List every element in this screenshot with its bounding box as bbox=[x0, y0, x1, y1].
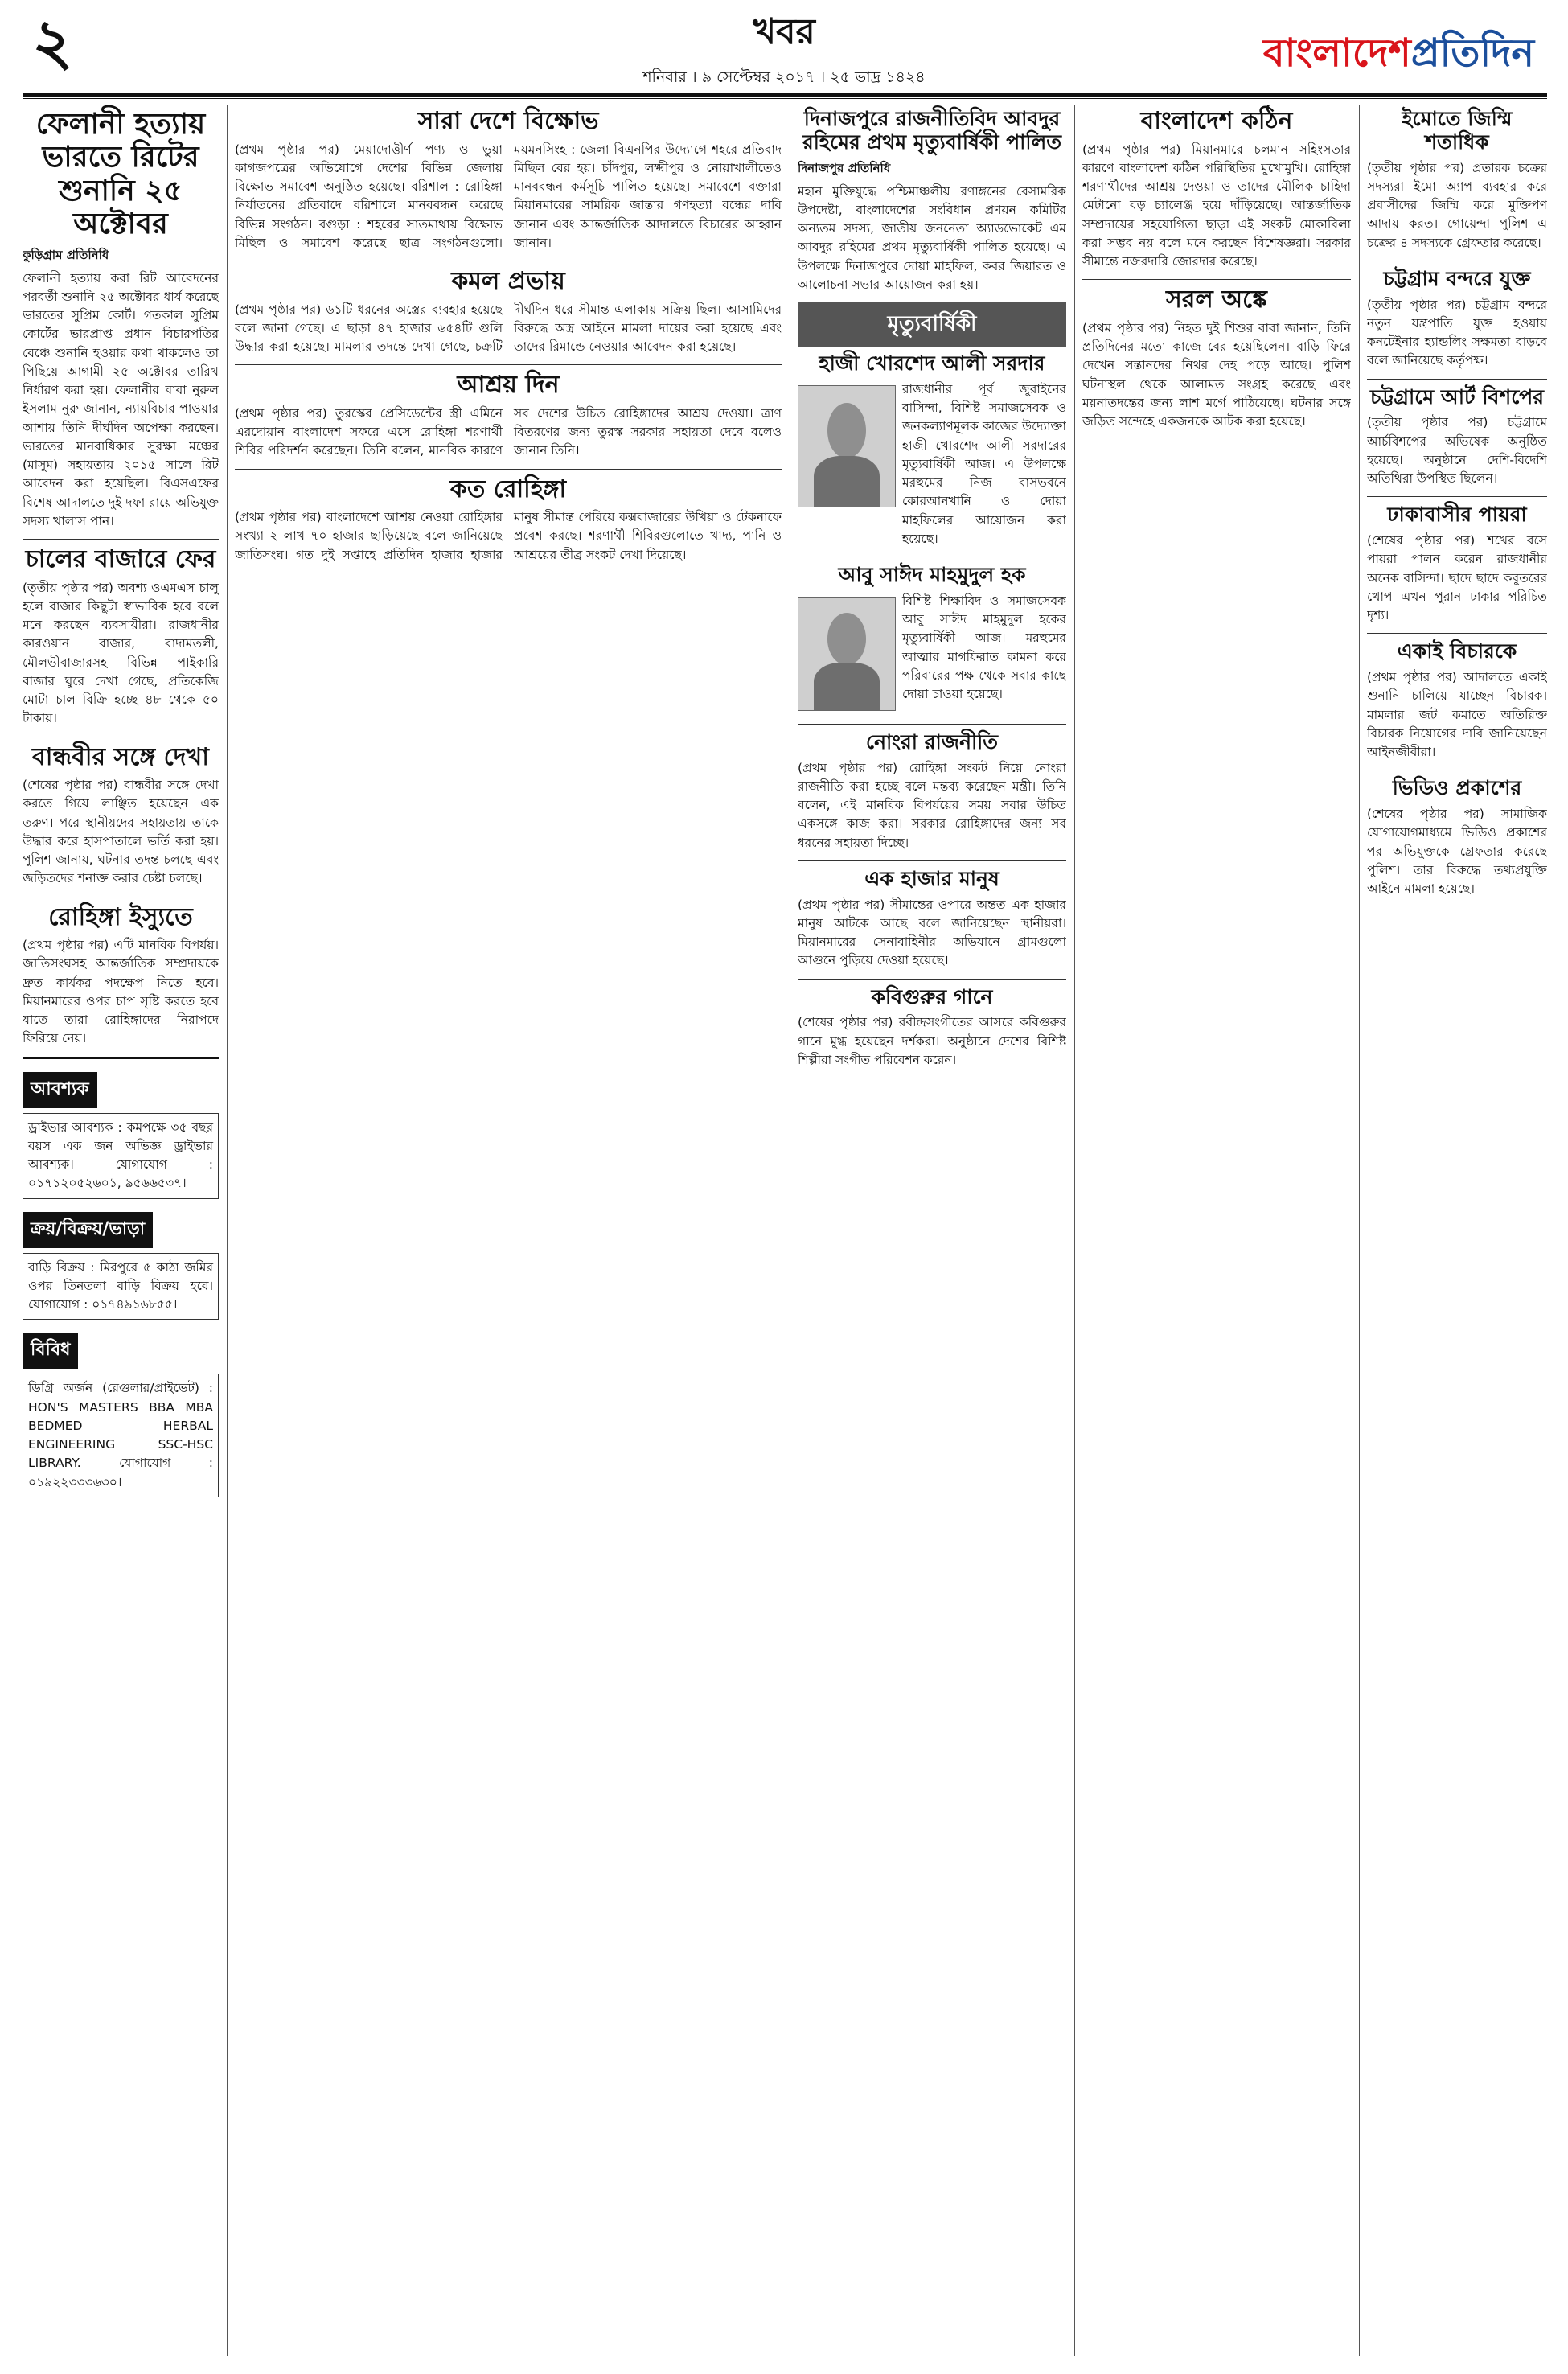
page-header bbox=[0, 0, 1568, 95]
classified-ad: ড্রাইভার আবশ্যক : কমপক্ষে ৩৫ বছর বয়স এক জন অভিজ্ঞ ড্রাইভার আবশ্যক। যোগাযোগ : ০১৭১২০৫২৬০১, ৯৫৬৬৫৩৭। bbox=[23, 1113, 219, 1199]
column-divider bbox=[1359, 105, 1360, 2356]
story-rice-market bbox=[23, 546, 219, 729]
headline: ইমোতে জিম্মি শতাধিক bbox=[1402, 107, 1513, 154]
divider bbox=[23, 539, 219, 540]
story-body: (তৃতীয় পৃষ্ঠার পর) চট্টগ্রামে আর্চবিশপের অভিষেক অনুষ্ঠিত হয়েছে। অনুষ্ঠানে দেশি-বিদেশি অতিথিরা উপস্থিত ছিলেন। bbox=[1367, 415, 1547, 486]
headline: চট্টগ্রামে আর্ট বিশপের bbox=[1370, 384, 1544, 409]
headline: ফেলানী হত্যায় ভারতে রিটের শুনানি ২৫ অক্টোবর bbox=[35, 108, 206, 241]
story-body: (প্রথম পৃষ্ঠার পর) মিয়ানমারে চলমান সহিংসতার কারণে বাংলাদেশ কঠিন পরিস্থিতির মুখোমুখি। রোহিঙ্গা শরণার্থীদের আশ্রয় দেওয়া ও তাদের মৌলিক চাহিদা মেটানো বড় চ্যালেঞ্জ হয়ে দাঁড়িয়েছে। আন্তর্জাতিক সম্প্রদায়ের সহযোগিতা ছাড়া এই সংকট মোকাবিলা করা সম্ভব নয় বলে মনে করছেন বিশেষজ্ঞরা। সরকার সীমান্তে নজরদারি জোরদার করেছে। bbox=[1082, 142, 1351, 269]
column-divider bbox=[1074, 105, 1075, 2356]
headline: কত রোহিঙ্গা bbox=[449, 474, 567, 503]
headline: সারা দেশে বিক্ষোভ bbox=[417, 107, 599, 135]
story-shelter bbox=[235, 372, 782, 460]
story-how-many-rohingya bbox=[235, 476, 782, 565]
headline: রোহিঙ্গা ইস্যুতে bbox=[48, 902, 193, 931]
obituary-row bbox=[798, 380, 1066, 548]
headline: ভিডিও প্রকাশের bbox=[1392, 776, 1522, 800]
headline: নোংরা রাজনীতি bbox=[865, 729, 999, 754]
divider bbox=[1367, 496, 1547, 497]
divider bbox=[23, 1057, 219, 1059]
story-body: (তৃতীয় পৃষ্ঠার পর) প্রতারক চক্রের সদস্যরা ইমো অ্যাপ ব্যবহার করে প্রবাসীদের জিম্মি করে মুক্তিপণ আদায় করত। গোয়েন্দা পুলিশ এ চক্রের ৪ সদস্যকে গ্রেফতার করেছে। bbox=[1367, 160, 1547, 250]
headline: বান্ধবীর সঙ্গে দেখা bbox=[32, 742, 209, 771]
story-body: (শেষের পৃষ্ঠার পর) সামাজিক যোগাযোগমাধ্যমে ভিডিও প্রকাশের পর অভিযুক্তকে গ্রেফতার করেছে পুলিশ। তার বিরুদ্ধে তথ্যপ্রযুক্তি আইনে মামলা হয়েছে। bbox=[1367, 807, 1547, 896]
column-3 bbox=[798, 105, 1066, 2356]
headline: কবিগুরুর গানে bbox=[871, 984, 993, 1008]
headline: সরল অঙ্কে bbox=[1166, 285, 1267, 314]
column-2 bbox=[235, 105, 782, 2356]
story-body: (প্রথম পৃষ্ঠার পর) তুরস্কের প্রেসিডেন্টের স্ত্রী এমিনে এরদোয়ান বাংলাদেশ সফরে এসে রোহিঙ্গা শরণার্থী শিবির পরিদর্শন করেছেন। তিনি বলেন, মানবিক কারণে সব দেশের উচিত রোহিঙ্গাদের আশ্রয় দেওয়া। ত্রাণ বিতরণের জন্য তুরস্ক সরকার সহায়তা দেবে বলেও জানান তিনি। bbox=[235, 405, 782, 458]
classified-section bbox=[23, 1066, 219, 1497]
story-body: (শেষের পৃষ্ঠার পর) বান্ধবীর সঙ্গে দেখা করতে গিয়ে লাঞ্ছিত হয়েছেন এক তরুণ। পরে স্থানীয়দের সহায়তায় তাকে উদ্ধার করে হাসপাতালে ভর্তি করা হয়। পুলিশ জানায়, ঘটনার তদন্ত চলছে এবং জড়িতদের শনাক্ত করার চেষ্টা চলছে। bbox=[23, 778, 219, 886]
story-body: (প্রথম পৃষ্ঠার পর) সীমান্তের ওপারে অন্তত এক হাজার মানুষ আটকে আছে বলে জানিয়েছেন স্থানীয়রা। মিয়ানমারের সেনাবাহিনীর অভিযানে গ্রামগুলো আগুনে পুড়িয়ে দেওয়া হয়েছে। bbox=[798, 897, 1066, 968]
divider bbox=[1367, 379, 1547, 380]
divider bbox=[1367, 633, 1547, 634]
story-archbishop bbox=[1367, 386, 1547, 489]
story-rohingya-issue bbox=[23, 904, 219, 1049]
divider bbox=[798, 979, 1066, 980]
story-pigeons bbox=[1367, 503, 1547, 625]
headline: ঢাকাবাসীর পায়রা bbox=[1387, 503, 1527, 527]
headline: আশ্রয় দিন bbox=[457, 371, 560, 400]
byline: কুড়িগ্রাম প্রতিনিধি bbox=[23, 247, 109, 262]
story-ctg-port bbox=[1367, 268, 1547, 371]
story-protest bbox=[235, 108, 782, 253]
dateline: শনিবার । ৯ সেপ্টেম্বর ২০১৭ । ২৫ ভাদ্র ১৪২৪ bbox=[642, 68, 926, 86]
headline: দিনাজপুরে রাজনীতিবিদ আবদুর রহিমের প্রথম মৃত্যুবার্ষিকী পালিত bbox=[802, 107, 1061, 154]
story-body: (তৃতীয় পৃষ্ঠার পর) চট্টগ্রাম বন্দরে নতুন যন্ত্রপাতি যুক্ত হওয়ায় কনটেইনার হ্যান্ডলিং সক্ষমতা বাড়বে বলে জানিয়েছে কর্তৃপক্ষ। bbox=[1367, 297, 1547, 368]
obituary-name: আবু সাঈদ মাহমুদুল হক bbox=[838, 563, 1026, 586]
page-number: ২ bbox=[32, 6, 73, 79]
story-body: রাজধানীর পূর্ব জুরাইনের বাসিন্দা, বিশিষ্ট সমাজসেবক ও জনকল্যাণমূলক কাজের উদ্যোক্তা হাজী খোরশেদ আলী সরদারের মৃত্যুবার্ষিকী আজ। এ উপলক্ষে মরহুমের নিজ বাসভবনে কোরআনখানি ও দোয়া মাহফিলের আয়োজন করা হয়েছে। bbox=[902, 381, 1066, 546]
story-body: বিশিষ্ট শিক্ষাবিদ ও সমাজসেবক আবু সাঈদ মাহমুদুল হকের মৃত্যুবার্ষিকী আজ। মরহুমের আত্মার মাগফিরাত কামনা করে পরিবারের পক্ষ থেকে সবার কাছে দোয়া চাওয়া হয়েছে। bbox=[902, 593, 1066, 701]
story-body: (তৃতীয় পৃষ্ঠার পর) অবশ্য ওএমএস চালু হলে বাজার কিছুটা স্বাভাবিক হবে বলে মনে করছেন ব্যবসায়ীরা। রাজধানীর কারওয়ান বাজার, বাদামতলী, মৌলভীবাজারসহ বিভিন্ন পাইকারি বাজার ঘুরে দেখা গেছে, প্রতিকেজি মোটা চাল বিক্রি হচ্ছে ৪৮ থেকে ৫০ টাকায়। bbox=[23, 580, 219, 726]
story-body: (প্রথম পৃষ্ঠার পর) নিহত দুই শিশুর বাবা জানান, তিনি প্রতিদিনের মতো কাজে বের হয়েছিলেন। বাড়ি ফিরে দেখেন সন্তানদের নিথর দেহ পড়ে আছে। পুলিশ ঘটনাস্থল থেকে আলামত সংগ্রহ করেছে এবং ময়নাতদন্তের জন্য লাশ মর্গে পাঠিয়েছে। ঘটনার সঙ্গে জড়িত সন্দেহে একজনকে আটক করা হয়েছে। bbox=[1082, 320, 1351, 429]
story-body: (শেষের পৃষ্ঠার পর) শখের বসে পায়রা পালন করেন রাজধানীর অনেক বাসিন্দা। ছাদে ছাদে কবুতরের খোপ এখন পুরান ঢাকার পরিচিত দৃশ্য। bbox=[1367, 533, 1547, 622]
story-body: (প্রথম পৃষ্ঠার পর) ৬১টি ধরনের অস্ত্রের ব্যবহার হয়েছে বলে জানা গেছে। এ ছাড়া ৪৭ হাজার ৬৫৪টি গুলি উদ্ধার করা হয়েছে। মামলার তদন্তে দেখা গেছে, চক্রটি দীর্ঘদিন ধরে সীমান্ত এলাকায় সক্রিয় ছিল। আসামিদের বিরুদ্ধে অস্ত্র আইনে মামলা দায়ের করা হয়েছে এবং তাদের রিমান্ডে নেওয়ার আবেদন করা হয়েছে। bbox=[235, 302, 782, 354]
story-dirty-politics bbox=[798, 731, 1066, 852]
headline: চট্টগ্রাম বন্দরে যুক্ত bbox=[1383, 266, 1531, 290]
obituary-row bbox=[798, 592, 1066, 716]
section-title: খবর bbox=[753, 11, 815, 52]
story-thousand-people bbox=[798, 868, 1066, 971]
divider bbox=[235, 469, 782, 470]
brand-part2: প্রতিদিন bbox=[1410, 31, 1534, 76]
masthead-logo bbox=[1263, 24, 1534, 88]
header-rule bbox=[23, 93, 1547, 97]
column-5 bbox=[1367, 105, 1547, 2356]
story-body: (প্রথম পৃষ্ঠার পর) এটি মানবিক বিপর্যয়। জাতিসংঘসহ আন্তর্জাতিক সম্প্রদায়কে দ্রুত কার্যকর পদক্ষেপ নিতে হবে। মিয়ানমারের ওপর চাপ সৃষ্টি করতে হবে যাতে তারা রোহিঙ্গাদের নিরাপদে ফিরিয়ে নেয়। bbox=[23, 938, 219, 1046]
divider bbox=[235, 364, 782, 365]
column-divider bbox=[227, 105, 228, 2356]
obituary-name: হাজী খোরশেদ আলী সরদার bbox=[819, 351, 1045, 375]
story-body: (প্রথম পৃষ্ঠার পর) রোহিঙ্গা সংকট নিয়ে নোংরা রাজনীতি করা হচ্ছে বলে মন্তব্য করেছেন মন্ত্রী। তিনি বলেন, এই মানবিক বিপর্যয়ের সময় সবার উচিত একসঙ্গে কাজ করা। সরকার রোহিঙ্গাদের জন্য সব ধরনের সহায়তা দিচ্ছে। bbox=[798, 760, 1066, 850]
headline: এক হাজার মানুষ bbox=[864, 866, 999, 890]
obituary-label: মৃত্যুবার্ষিকী bbox=[798, 302, 1066, 347]
classified-title: বিবিধ bbox=[23, 1333, 78, 1369]
obituary-1 bbox=[798, 352, 1066, 548]
portrait-photo bbox=[798, 597, 896, 711]
story-kamal bbox=[235, 268, 782, 356]
headline: চালের বাজারে ফের bbox=[25, 545, 216, 574]
portrait-photo bbox=[798, 385, 896, 507]
story-tagore-song bbox=[798, 986, 1066, 1070]
story-body: (প্রথম পৃষ্ঠার পর) মেয়াদোত্তীর্ণ পণ্য ও ভুয়া কাগজপত্রের অভিযোগে দেশের বিভিন্ন জেলায় বিক্ষোভ সমাবেশ অনুষ্ঠিত হয়েছে। বরিশাল : রোহিঙ্গা নির্যাতনের প্রতিবাদে বরিশালে মানববন্ধন করেছে বিভিন্ন সংগঠন। বগুড়া : শহরের সাতমাথায় বিক্ষোভ মিছিল ও সমাবেশ করেছে ছাত্র সংগঠনগুলো। ময়মনসিংহ : জেলা বিএনপির উদ্যোগে শহরে প্রতিবাদ মিছিল বের হয়। চাঁদপুর, লক্ষ্মীপুর ও নোয়াখালীতেও মানববন্ধন কর্মসূচি পালিত হয়েছে। সমাবেশে বক্তারা মিয়ানমারের সামরিক জান্তার গণহত্যা বন্ধের দাবি জানান এবং আন্তর্জাতিক আদালতে বিচারের আহ্বান জানান। bbox=[235, 142, 782, 250]
header-rule-thin bbox=[23, 98, 1547, 99]
column-4 bbox=[1082, 105, 1351, 2356]
story-dinajpur bbox=[798, 108, 1066, 294]
story-simple-math bbox=[1082, 286, 1351, 431]
divider bbox=[1082, 279, 1351, 280]
story-girlfriend bbox=[23, 744, 219, 889]
story-body: (প্রথম পৃষ্ঠার পর) আদালতে একাই শুনানি চালিয়ে যাচ্ছেন বিচারক। মামলার জট কমাতে অতিরিক্ত বিচারক নিয়োগের দাবি জানিয়েছেন আইনজীবীরা। bbox=[1367, 670, 1547, 759]
story-bangladesh-hard bbox=[1082, 108, 1351, 271]
byline: দিনাজপুর প্রতিনিধি bbox=[798, 160, 891, 175]
story-felani bbox=[23, 108, 219, 531]
story-imo-hostage bbox=[1367, 108, 1547, 253]
classified-title: আবশ্যক bbox=[23, 1072, 97, 1108]
story-body: ফেলানী হত্যায় করা রিট আবেদনের পরবর্তী শুনানি ২৫ অক্টোবর ধার্য করেছে ভারতের সুপ্রিম কোর্ট। গতকাল সুপ্রিম কোর্টের ভারপ্রাপ্ত প্রধান বিচারপতির বেঞ্চে শুনানি হওয়ার কথা থাকলেও তা পিছিয়ে আগামী ২৫ অক্টোবর তারিখ নির্ধারণ করা হয়। ফেলানীর বাবা নুরুল ইসলাম নুরু জানান, ন্যায়বিচার পাওয়ার আশায় তিনি দীর্ঘদিন অপেক্ষা করছেন। ভারতের মানবাধিকার সুরক্ষা মঞ্চের (মাসুম) সহায়তায় ২০১৫ সালে রিট আবেদন করা হয়েছিল। বিএসএফের বিশেষ আদালতে দুই দফা রায়ে অভিযুক্ত সদস্য খালাস পান। bbox=[23, 270, 219, 528]
obituary-2 bbox=[798, 564, 1066, 716]
classified-ad: বাড়ি বিক্রয় : মিরপুরে ৫ কাঠা জমির ওপর তিনতলা বাড়ি বিক্রয় হবে। যোগাযোগ : ০১৭৪৯১৬৮৫৫। bbox=[23, 1253, 219, 1320]
story-body: (প্রথম পৃষ্ঠার পর) বাংলাদেশে আশ্রয় নেওয়া রোহিঙ্গার সংখ্যা ২ লাখ ৭০ হাজার ছাড়িয়েছে বলে জানিয়েছে জাতিসংঘ। গত দুই সপ্তাহে প্রতিদিন হাজার হাজার মানুষ সীমান্ত পেরিয়ে কক্সবাজারের উখিয়া ও টেকনাফে প্রবেশ করছে। শরণার্থী শিবিরগুলোতে খাদ্য, পানি ও আশ্রয়ের তীব্র সংকট দেখা দিয়েছে। bbox=[235, 510, 782, 562]
story-single-judge bbox=[1367, 640, 1547, 762]
headline: একাই বিচারকে bbox=[1397, 639, 1517, 663]
divider bbox=[798, 860, 1066, 861]
column-1 bbox=[23, 105, 219, 2356]
brand-part1: বাংলাদেশ bbox=[1262, 31, 1411, 76]
story-video bbox=[1367, 777, 1547, 898]
headline: কমল প্রভায় bbox=[451, 267, 565, 295]
headline: বাংলাদেশ কঠিন bbox=[1140, 107, 1293, 135]
divider bbox=[798, 724, 1066, 725]
story-body: (শেষের পৃষ্ঠার পর) রবীন্দ্রসংগীতের আসরে কবিগুরুর গানে মুগ্ধ হয়েছেন দর্শকরা। অনুষ্ঠানে দেশের বিশিষ্ট শিল্পীরা সংগীত পরিবেশন করেন। bbox=[798, 1015, 1066, 1067]
classified-title: ক্রয়/বিক্রয়/ভাড়া bbox=[23, 1212, 153, 1248]
story-body: মহান মুক্তিযুদ্ধে পশ্চিমাঞ্চলীয় রণাঙ্গনের বেসামরিক উপদেষ্টা, বাংলাদেশের সংবিধান প্রণয়ন কমিটির অন্যতম সদস্য, জাতীয় জননেতা অ্যাডভোকেট এম আবদুর রহিমের প্রথম মৃত্যুবার্ষিকী পালিত হয়েছে। এ উপলক্ষে দিনাজপুরে দোয়া মাহফিল, কবর জিয়ারত ও আলোচনা সভার আয়োজন করা হয়। bbox=[798, 183, 1066, 292]
classified-ad: ডিগ্রি অর্জন (রেগুলার/প্রাইভেট) : HON'S MASTERS BBA MBA BEDMED HERBAL ENGINEERING SSC-HSC LIBRARY. যোগাযোগ : ০১৯২২৩৩৩৬৩০। bbox=[23, 1374, 219, 1497]
